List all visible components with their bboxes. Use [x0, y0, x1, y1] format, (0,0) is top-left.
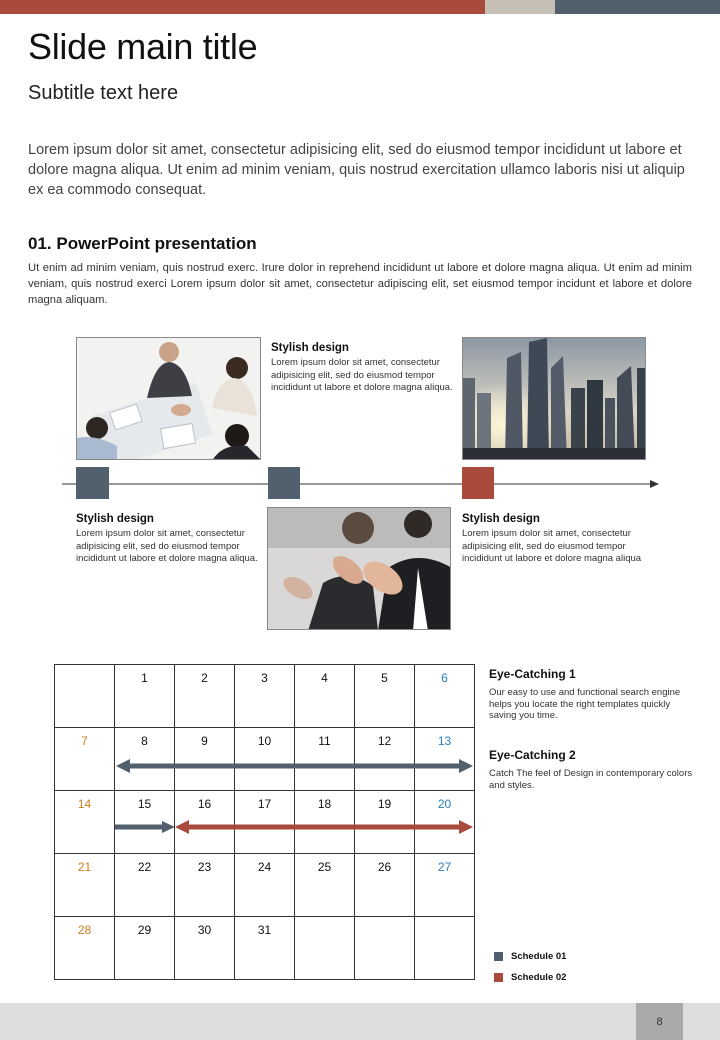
top-bar-beige [485, 0, 555, 14]
calendar-cell [415, 917, 475, 980]
calendar-cell: 5 [355, 665, 415, 728]
calendar-cell: 18 [295, 791, 355, 854]
caption-title: Stylish design [271, 342, 349, 354]
footer-bar [0, 1003, 720, 1040]
schedule-01-arrow-row-2 [116, 759, 473, 773]
calendar-cell: 4 [295, 665, 355, 728]
calendar-cell: 2 [175, 665, 235, 728]
legend-schedule-02 [494, 972, 566, 983]
calendar-cell: 26 [355, 854, 415, 917]
schedule-01-arrow-row-3 [115, 821, 175, 833]
calendar-cell: 14 [55, 791, 115, 854]
calendar-cell: 11 [295, 728, 355, 791]
calendar-cell: 12 [355, 728, 415, 791]
calendar-cell: 28 [55, 917, 115, 980]
timeline-caption-2 [76, 513, 261, 566]
calendar-cell: 27 [415, 854, 475, 917]
calendar-cell: 13 [415, 728, 475, 791]
calendar-cell: 22 [115, 854, 175, 917]
caption-title: Stylish design [462, 513, 540, 525]
applause-photo [267, 507, 451, 630]
calendar-cell: 3 [235, 665, 295, 728]
legend-swatch-red [494, 973, 503, 982]
calendar-cell: 21 [55, 854, 115, 917]
slide-title: Slide main title [28, 26, 258, 67]
timeline-marker-2 [268, 467, 300, 499]
page-number: 8 [636, 1003, 683, 1040]
top-bar-red [0, 0, 485, 14]
slide-subtitle: Subtitle text here [28, 82, 179, 104]
calendar-cell: 6 [415, 665, 475, 728]
calendar-cell [55, 665, 115, 728]
calendar-cell: 23 [175, 854, 235, 917]
schedule-02-arrow-row-3 [175, 820, 473, 834]
section-body: Ut enim ad minim veniam, quis nostrud exerc. Irure dolor in reprehend incididunt ut labore et dolore magna aliqua. Ut enim ad minim veniam, quis nostrud exerci Lorem ipsum dolor sit amet, consectetur adipiscing elit, set eiusmod tempor incidunt et labore et dolore magna aliquam. [28, 262, 692, 306]
lead-paragraph: Lorem ipsum dolor sit amet, consectetur adipisicing elit, sed do eiusmod tempor incididunt ut labore et dolore magna aliqua. Ut enim ad minim veniam, quis nostrud exercitation ullamco laboris nisi ut aliquip ex ea commodo consequat. [28, 142, 685, 198]
calendar-cell: 16 [175, 791, 235, 854]
calendar-cell: 29 [115, 917, 175, 980]
calendar-cell: 24 [235, 854, 295, 917]
timeline-marker-1 [76, 467, 109, 499]
eye-catching-1-title: Eye-Catching 1 [489, 667, 576, 681]
eye-catching-2-body: Catch The feel of Design in contemporary colors and styles. [489, 768, 693, 791]
caption-body: Lorem ipsum dolor sit amet, consectetur adipisicing elit, sed do eiusmod tempor incididunt ut labore et dolore magna aliqua. [271, 357, 453, 393]
calendar-cell: 17 [235, 791, 295, 854]
calendar-cell [295, 917, 355, 980]
top-bar-slate [555, 0, 720, 14]
section-title: 01. PowerPoint presentation [28, 234, 257, 253]
calendar-week [55, 665, 475, 728]
timeline-marker-3 [462, 467, 494, 499]
calendar-week [55, 917, 475, 980]
city-skyline-photo [462, 337, 646, 460]
calendar-cell: 1 [115, 665, 175, 728]
calendar-cell: 19 [355, 791, 415, 854]
eye-catching-2 [489, 748, 694, 791]
eye-catching-2-title: Eye-Catching 2 [489, 748, 576, 762]
timeline-caption-3 [462, 513, 647, 566]
calendar-cell: 30 [175, 917, 235, 980]
legend-swatch-slate [494, 952, 503, 961]
legend-label: Schedule 01 [511, 951, 567, 962]
caption-body: Lorem ipsum dolor sit amet, consectetur adipisicing elit, sed do eiusmod tempor incididunt ut labore et dolore magna aliqua [462, 528, 642, 564]
calendar-cell: 15 [115, 791, 175, 854]
calendar-cell: 7 [55, 728, 115, 791]
eye-catching-1 [489, 667, 694, 722]
calendar-cell: 20 [415, 791, 475, 854]
calendar-cell: 31 [235, 917, 295, 980]
business-handshake-photo [76, 337, 261, 460]
legend-label: Schedule 02 [511, 972, 567, 983]
calendar-cell: 9 [175, 728, 235, 791]
legend-schedule-01 [494, 951, 566, 962]
caption-body: Lorem ipsum dolor sit amet, consectetur adipisicing elit, sed do eiusmod tempor incididunt ut labore et dolore magna aliqua. [76, 528, 258, 564]
timeline-caption-1 [271, 342, 456, 395]
calendar-cell: 25 [295, 854, 355, 917]
calendar-cell [355, 917, 415, 980]
eye-catching-1-body: Our easy to use and functional search engine helps you locate the right templates quickly saving you time. [489, 687, 681, 721]
caption-title: Stylish design [76, 513, 154, 525]
calendar-week [55, 854, 475, 917]
calendar-cell: 10 [235, 728, 295, 791]
calendar-cell: 8 [115, 728, 175, 791]
